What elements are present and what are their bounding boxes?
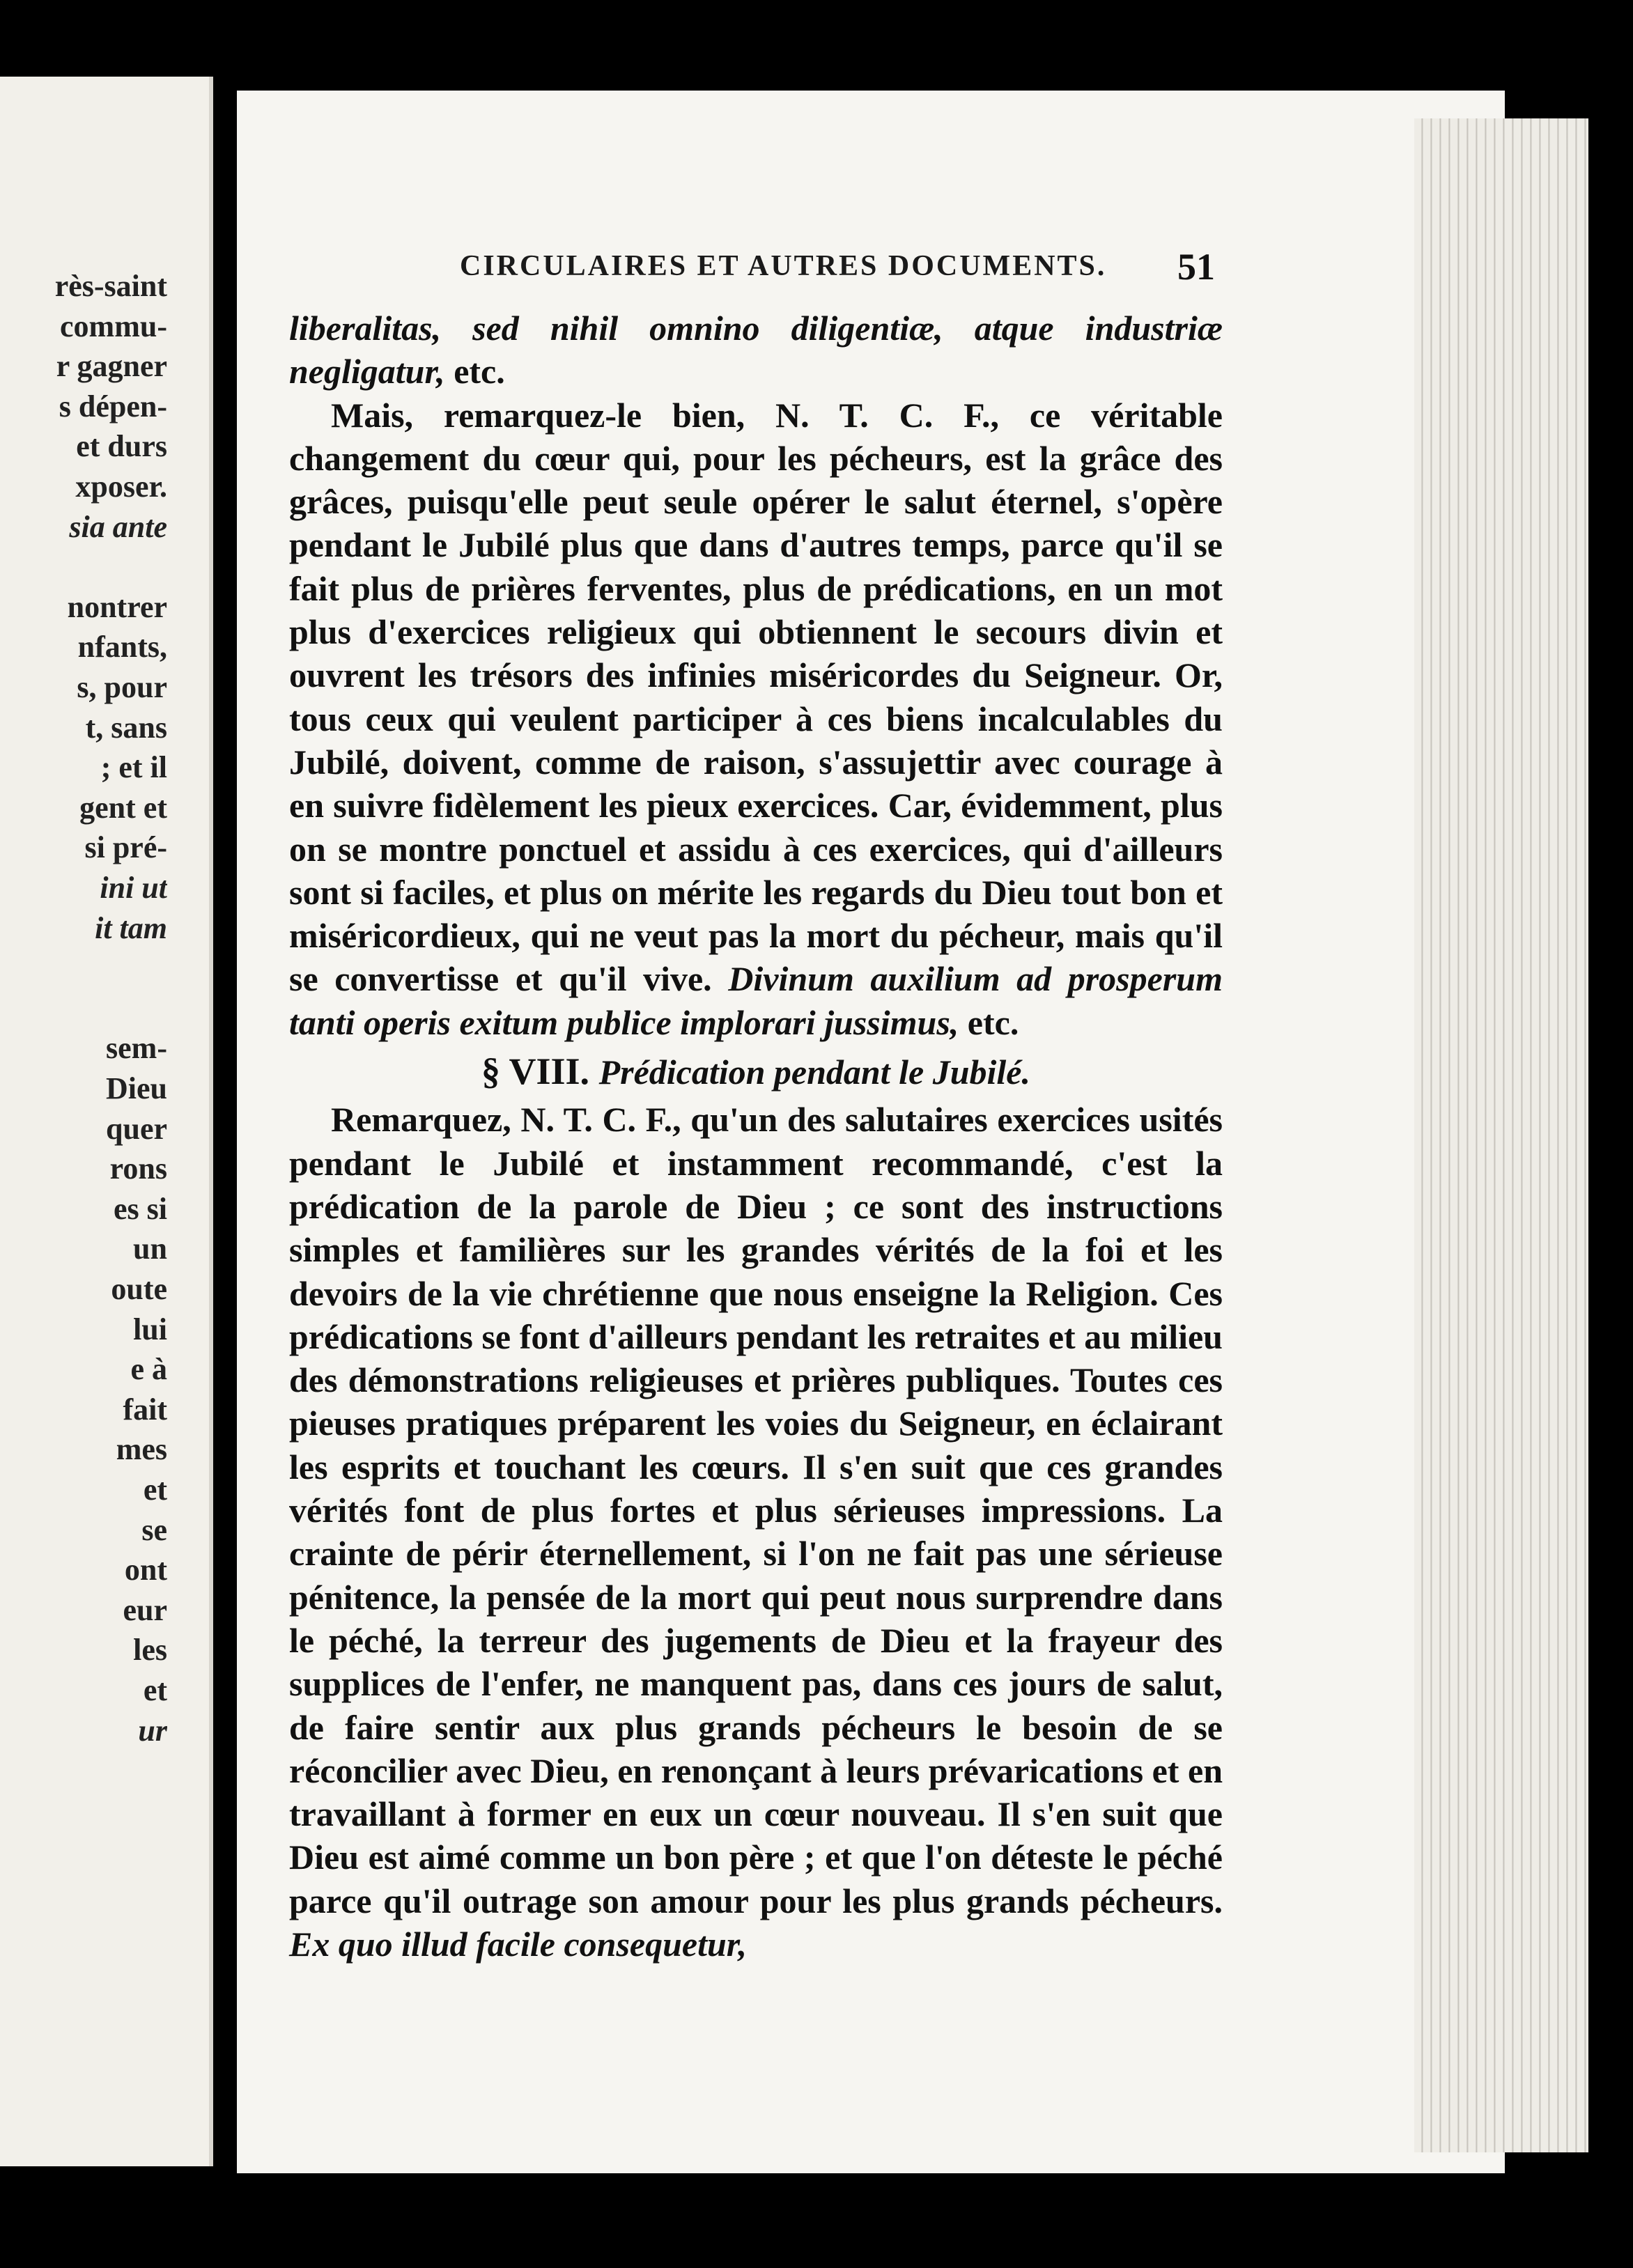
paragraph-2-text: Mais, remarquez-le bien, N. T. C. F., ce véritable changement du cœur qui, pour les pécheurs, est la grâce des grâces, puisqu'elle peut seule opérer le salut éternel, s'opère pendant le Jubilé plus que dans d'autres temps, parce qu'il se fait plus de prières ferventes, plus de prédications, en un mot plus d'exercices religieux qui obtiennent le secours divin et ouvrent les trésors des infinies miséricordes du Seigneur. Or, tous ceux qui veulent participer à ces biens incalculables du Jubilé, doivent, comme de raison, s'assujettir avec courage à en suivre fidèlement les pieux exercices. Car, évidemment, plus on se montre ponctuel et assidu à ces exercices, qui d'ailleurs sont si faciles, et plus on mérite les regards du Dieu tout bon et miséricordieux, qui ne veut pas la mort du pécheur, mais qu'il se convertisse et qu'il vive. (289, 395, 1223, 999)
left-page-fragment: nontrer (67, 589, 167, 624)
left-page-fragment: ur (138, 1713, 167, 1748)
running-head: CIRCULAIRES ET AUTRES DOCUMENTS. (460, 250, 1107, 282)
left-page-fragment: it tam (95, 910, 167, 945)
left-page-fragment: s dépen- (59, 389, 167, 424)
latin-quote-1: liberalitas, sed nihil omnino diligentiæ, atque industriæ negligatur, (289, 309, 1223, 391)
paragraph-2-tail: etc. (959, 1002, 1019, 1042)
left-page-fragment: rès-saint (54, 269, 167, 303)
left-page-fragment: rons (109, 1151, 167, 1186)
page-number: 51 (1177, 246, 1215, 288)
paragraph-3 (289, 1098, 1223, 1966)
left-page-fragment: oute (111, 1272, 167, 1306)
left-page-fragment: se (141, 1512, 167, 1547)
left-page-fragment: r gagner (56, 349, 167, 384)
latin-quote-3: Ex quo illud facile consequetur, (289, 1924, 748, 1964)
left-page-fragment: sia ante (69, 509, 167, 544)
section-title: Prédication pendant le Jubilé. (598, 1053, 1030, 1092)
paragraph-3-text: Remarquez, N. T. C. F., qu'un des salutaires exercices usités pendant le Jubilé et instamment recommandé, c'est la prédication de la parole de Dieu ; ce sont des instructions simples et familières sur les grandes vérités de la foi et les devoirs de la vie chrétienne que nous enseigne la Religion. Ces prédications se font d'ailleurs pendant les retraites et au milieu des démonstrations religieuses et prières publiques. Toutes ces pieuses pratiques préparent les voies du Seigneur, en éclairant les esprits et touchant les cœurs. Il s'en suit que ces grandes vérités font de plus fortes et plus sérieuses impressions. La crainte de périr éternellement, si l'on ne fait pas une sérieuse pénitence, la pensée de la mort qui peut nous surprendre dans le péché, la terreur des jugements de Dieu et la frayeur des supplices de l'enfer, ne manquent pas, dans ces jours de salut, de faire sentir aux plus grands pécheurs le besoin de se réconcilier avec Dieu, en renonçant à leurs prévarications et en travaillant à former en eux un cœur nouveau. Il s'en suit que Dieu est aimé comme un bon père ; et que l'on déteste le péché parce qu'il outrage son amour pour les plus grands pécheurs. (289, 1100, 1223, 1920)
left-page-fragment: un (133, 1232, 167, 1266)
left-page-fragment: eur (123, 1592, 167, 1627)
page-edges (1414, 118, 1588, 2152)
left-facing-page (0, 77, 213, 2166)
left-page-fragment: xposer. (75, 469, 167, 504)
left-page-fragment: ont (124, 1553, 167, 1587)
left-page-fragment: et (143, 1673, 167, 1707)
left-page-fragment: ; et il (100, 750, 167, 785)
left-page-fragment: e à (130, 1352, 167, 1387)
paragraph-1 (289, 306, 1223, 394)
left-page-fragment: es si (114, 1191, 167, 1226)
latin-quote-2: Divinum auxilium ad prosperum tanti operis exitum publice implorari jussimus, (289, 959, 1223, 1042)
left-page-fragment: s, pour (77, 670, 167, 704)
left-page-fragment: les (133, 1633, 167, 1668)
section-number: § VIII. (481, 1050, 599, 1093)
left-page-fragment: lui (133, 1312, 167, 1346)
section-heading (289, 1050, 1223, 1094)
left-page-fragment: t, sans (85, 710, 167, 745)
paragraph-2 (289, 394, 1223, 1044)
left-page-fragment: et (143, 1473, 167, 1507)
left-page-fragment: nfants, (77, 630, 167, 665)
left-page-fragment: mes (116, 1432, 167, 1467)
left-page-fragment: ini ut (100, 871, 167, 905)
left-page-fragment: Dieu (106, 1071, 167, 1105)
left-page-fragment: et durs (76, 429, 167, 464)
left-page-fragment: si pré- (84, 830, 167, 865)
left-page-fragment: gent et (79, 790, 167, 825)
page-body (289, 306, 1223, 1966)
left-page-fragment: commu- (60, 309, 167, 343)
left-page-fragment: fait (123, 1392, 167, 1427)
paragraph-1-tail: etc. (444, 352, 505, 391)
left-page-fragment: sem- (106, 1031, 167, 1066)
left-page-fragment: quer (106, 1111, 167, 1146)
